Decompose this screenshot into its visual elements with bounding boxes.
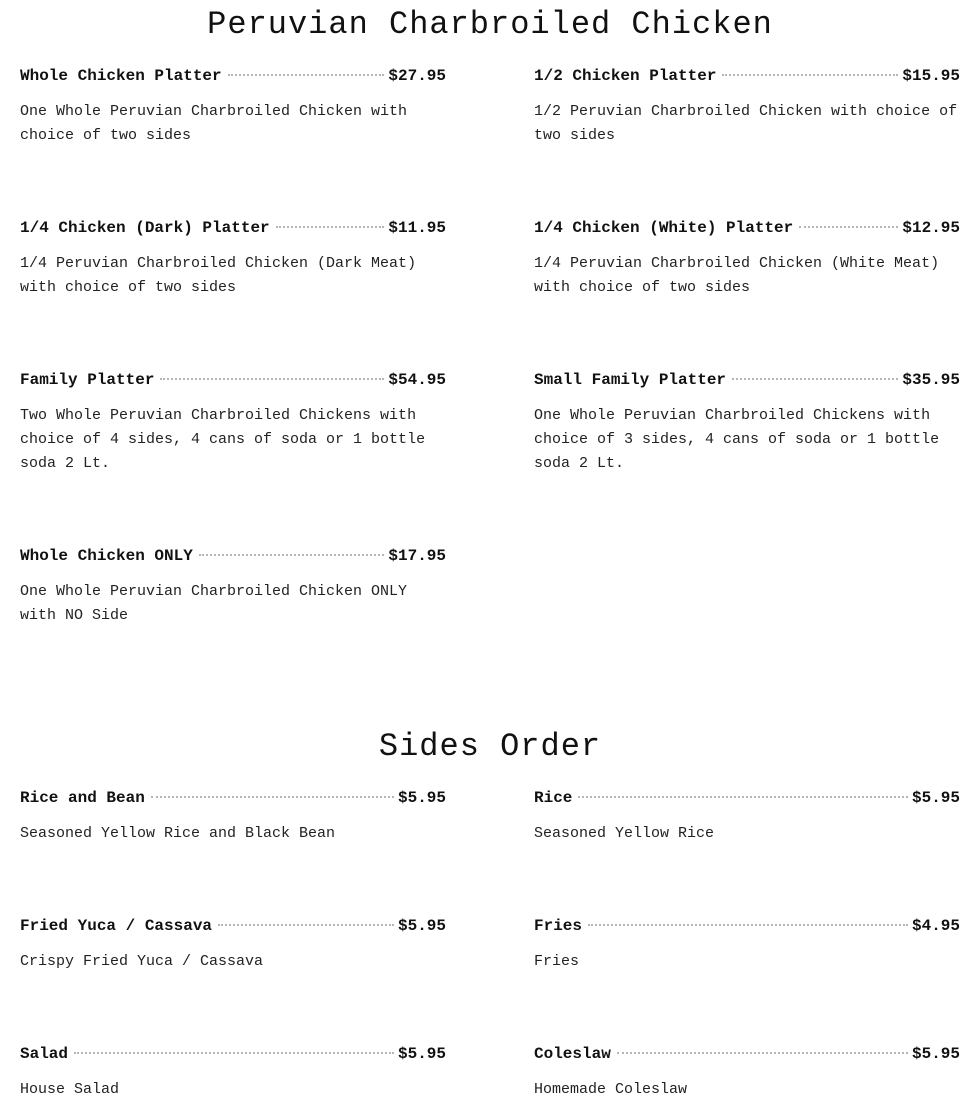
menu-item-description: Fries <box>534 953 580 970</box>
menu-item-price: $5.95 <box>397 917 446 935</box>
menu-item-name: Fried Yuca / Cassava <box>20 917 213 935</box>
menu-item-fried-yuca[interactable] <box>20 914 446 974</box>
menu-item-whole-chicken-only[interactable] <box>20 544 446 628</box>
menu-item-header <box>534 1042 960 1066</box>
menu-item-name: Whole Chicken ONLY <box>20 547 193 565</box>
menu-item-price: $11.95 <box>388 219 446 237</box>
menu-item-header <box>20 786 446 810</box>
menu-item-name: Rice <box>534 789 573 807</box>
menu-item-price: $4.95 <box>911 917 960 935</box>
menu-item-rice[interactable] <box>534 786 960 846</box>
menu-item-header <box>20 64 446 88</box>
menu-item-family-platter[interactable] <box>20 368 446 476</box>
menu-item-description: Seasoned Yellow Rice and Black Bean <box>20 825 336 842</box>
dot-leader <box>578 796 908 798</box>
menu-item-name: 1/4 Chicken (Dark) Platter <box>20 219 270 237</box>
menu-item-coleslaw[interactable] <box>534 1042 960 1102</box>
menu-item-price: $5.95 <box>397 1045 446 1063</box>
menu-item-description: One Whole Peruvian Charbroiled Chicken ONLY with NO Side <box>20 583 408 624</box>
section-title-sides: Sides Order <box>378 728 602 765</box>
dot-leader <box>74 1052 394 1054</box>
dot-leader <box>199 554 385 556</box>
dot-leader <box>151 796 394 798</box>
menu-item-price: $15.95 <box>902 67 960 85</box>
menu-item-half-chicken-platter[interactable] <box>534 64 960 148</box>
dot-leader <box>732 378 898 380</box>
menu-item-header <box>20 914 446 938</box>
menu-item-name: Coleslaw <box>534 1045 611 1063</box>
menu-item-name: Small Family Platter <box>534 371 727 389</box>
menu-item-quarter-dark-platter[interactable] <box>20 216 446 300</box>
dot-leader <box>617 1052 908 1054</box>
menu-item-description: House Salad <box>20 1081 120 1098</box>
menu-item-price: $5.95 <box>911 789 960 807</box>
menu-item-price: $5.95 <box>911 1045 960 1063</box>
menu-item-header <box>534 368 960 392</box>
menu-item-header <box>534 216 960 240</box>
menu-item-name: Salad <box>20 1045 69 1063</box>
menu-item-name: Fries <box>534 917 583 935</box>
menu-item-rice-and-bean[interactable] <box>20 786 446 846</box>
menu-item-header <box>20 216 446 240</box>
menu-item-description: 1/4 Peruvian Charbroiled Chicken (Dark Meat) with choice of two sides <box>20 255 417 296</box>
menu-item-name: 1/2 Chicken Platter <box>534 67 717 85</box>
menu-item-header <box>534 786 960 810</box>
menu-item-header <box>20 1042 446 1066</box>
dot-leader <box>722 74 898 76</box>
menu-item-header <box>20 544 446 568</box>
menu-item-name: Whole Chicken Platter <box>20 67 222 85</box>
menu-item-description: One Whole Peruvian Charbroiled Chicken with choice of two sides <box>20 103 408 144</box>
menu-item-price: $5.95 <box>397 789 446 807</box>
section-title-chicken: Peruvian Charbroiled Chicken <box>207 6 773 43</box>
menu-item-quarter-white-platter[interactable] <box>534 216 960 300</box>
dot-leader <box>799 226 898 228</box>
menu-item-price: $27.95 <box>388 67 446 85</box>
menu-item-description: 1/4 Peruvian Charbroiled Chicken (White Meat) with choice of two sides <box>534 255 940 296</box>
menu-item-name: Rice and Bean <box>20 789 145 807</box>
menu-item-whole-chicken-platter[interactable] <box>20 64 446 148</box>
menu-item-price: $35.95 <box>902 371 960 389</box>
dot-leader <box>228 74 385 76</box>
dot-leader <box>588 924 908 926</box>
dot-leader <box>218 924 394 926</box>
menu-item-description: Seasoned Yellow Rice <box>534 825 715 842</box>
menu-item-description: One Whole Peruvian Charbroiled Chickens with choice of 3 sides, 4 cans of soda or 1 bottle soda 2 Lt. <box>534 407 940 472</box>
menu-item-name: 1/4 Chicken (White) Platter <box>534 219 794 237</box>
dot-leader <box>276 226 385 228</box>
menu-item-price: $54.95 <box>388 371 446 389</box>
menu-item-header <box>534 64 960 88</box>
menu-item-description: Two Whole Peruvian Charbroiled Chickens with choice of 4 sides, 4 cans of soda or 1 bottle soda 2 Lt. <box>20 407 426 472</box>
menu-item-fries[interactable] <box>534 914 960 974</box>
menu-item-name: Family Platter <box>20 371 155 389</box>
menu-item-price: $12.95 <box>902 219 960 237</box>
menu-item-description: Crispy Fried Yuca / Cassava <box>20 953 264 970</box>
menu-item-header <box>20 368 446 392</box>
dot-leader <box>160 378 384 380</box>
menu-item-small-family-platter[interactable] <box>534 368 960 476</box>
menu-item-price: $17.95 <box>388 547 446 565</box>
menu-item-header <box>534 914 960 938</box>
menu-item-description: Homemade Coleslaw <box>534 1081 688 1098</box>
menu-item-description: 1/2 Peruvian Charbroiled Chicken with choice of two sides <box>534 103 958 144</box>
menu-item-salad[interactable] <box>20 1042 446 1102</box>
